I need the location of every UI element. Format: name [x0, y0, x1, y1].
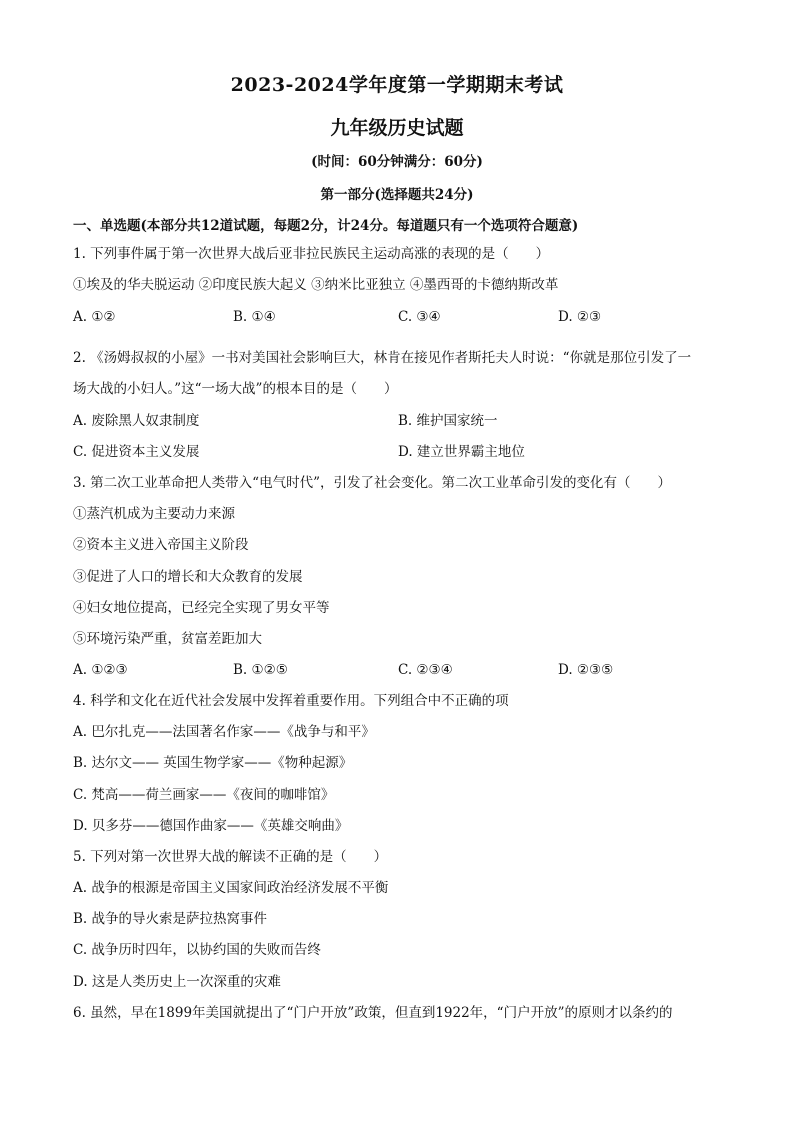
question-3-statement-1: ①蒸汽机成为主要动力来源 [73, 506, 235, 522]
question-4-option-a[interactable]: A. 巴尔扎克——法国著名作家——《战争与和平》 [73, 724, 375, 740]
question-2-option-c[interactable]: C. 促进资本主义发展 [73, 444, 200, 460]
question-5-option-b[interactable]: B. 战争的导火索是萨拉热窝事件 [73, 911, 268, 927]
question-6-stem: 6. 虽然，早在1899年美国就提出了“门户开放”政策，但直到1922年，“门户开放”的原则才以条约的 [73, 1005, 673, 1021]
section-heading: 一、单选题(本部分共12道试题，每题2分，计24分。每道题只有一个选项符合题意) [73, 218, 579, 234]
question-3-stem: 3. 第二次工业革命把人类带入“电气时代”，引发了社会变化。第二次工业革命引发的变化有（ ） [73, 475, 671, 491]
part-heading: 第一部分(选择题共24分) [320, 187, 474, 203]
question-3-option-b[interactable]: B. ①②⑤ [233, 662, 288, 678]
question-4-option-d[interactable]: D. 贝多芬——德国作曲家——《英雄交响曲》 [73, 818, 349, 834]
question-3-option-c[interactable]: C. ②③④ [398, 662, 453, 678]
question-5-option-a[interactable]: A. 战争的根源是帝国主义国家间政治经济发展不平衡 [73, 880, 389, 896]
question-3-statement-5: ⑤环境污染严重，贫富差距加大 [73, 631, 262, 647]
question-3-option-a[interactable]: A. ①②③ [73, 662, 128, 678]
question-1-statements: ①埃及的华夫脱运动 ②印度民族大起义 ③纳米比亚独立 ④墨西哥的卡德纳斯改革 [73, 277, 559, 293]
exam-title: 2023-2024学年度第一学期期末考试 [230, 74, 564, 96]
question-1-option-c[interactable]: C. ③④ [398, 309, 441, 325]
question-2-option-d[interactable]: D. 建立世界霸主地位 [398, 444, 525, 460]
question-1-stem: 1. 下列事件属于第一次世界大战后亚非拉民族民主运动高涨的表现的是（ ） [73, 246, 550, 262]
question-2-stem: 2. 《汤姆叔叔的小屋》一书对美国社会影响巨大，林肯在接见作者斯托夫人时说：“你就是那位引发了一 [73, 350, 692, 366]
exam-time-info: (时间：60分钟满分：60分) [311, 154, 483, 170]
question-2-option-a[interactable]: A. 废除黑人奴隶制度 [73, 413, 200, 429]
question-4-option-b[interactable]: B. 达尔文—— 英国生物学家——《物种起源》 [73, 755, 353, 771]
question-3-statement-3: ③促进了人口的增长和大众教育的发展 [73, 569, 303, 585]
question-3-statement-2: ②资本主义进入帝国主义阶段 [73, 537, 249, 553]
question-1-option-b[interactable]: B. ①④ [233, 309, 276, 325]
question-1-option-d[interactable]: D. ②③ [558, 309, 602, 325]
question-5-option-d[interactable]: D. 这是人类历史上一次深重的灾难 [73, 974, 281, 990]
question-3-option-d[interactable]: D. ②③⑤ [558, 662, 614, 678]
question-5-stem: 5. 下列对第一次世界大战的解读不正确的是（ ） [73, 849, 388, 865]
question-2-stem-cont: 场大战的小妇人。”这“一场大战”的根本目的是（ ） [73, 381, 398, 397]
question-3-statement-4: ④妇女地位提高，已经完全实现了男女平等 [73, 600, 330, 616]
question-2-option-b[interactable]: B. 维护国家统一 [398, 413, 498, 429]
exam-subject: 九年级历史试题 [330, 117, 464, 139]
question-5-option-c[interactable]: C. 战争历时四年，以协约国的失败而告终 [73, 942, 321, 958]
question-4-option-c[interactable]: C. 梵高——荷兰画家——《夜间的咖啡馆》 [73, 787, 335, 803]
question-4-stem: 4. 科学和文化在近代社会发展中发挥着重要作用。下列组合中不正确的项 [73, 693, 509, 709]
question-1-option-a[interactable]: A. ①② [73, 309, 116, 325]
